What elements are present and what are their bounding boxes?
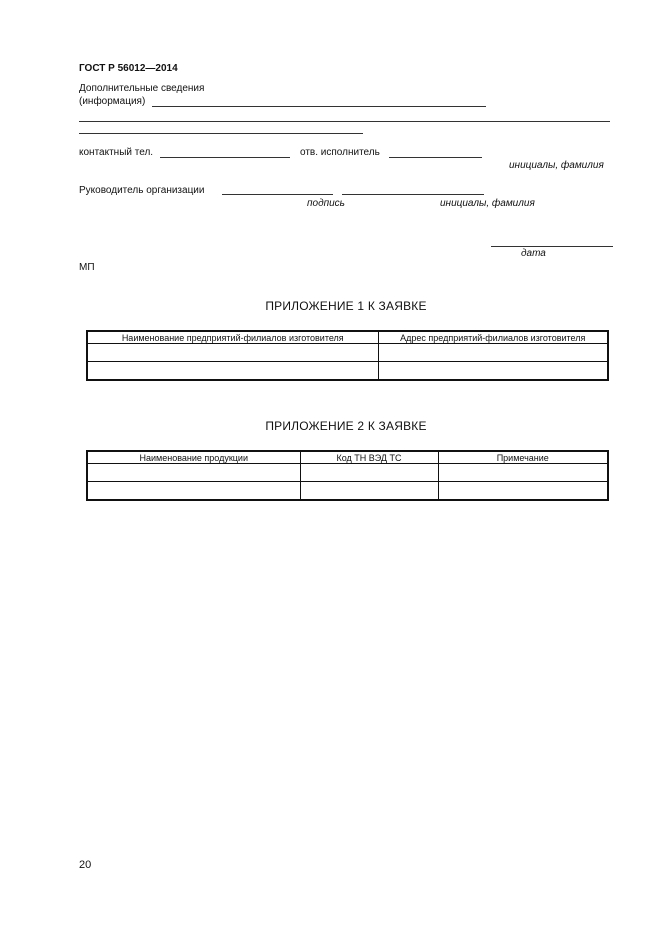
table-header-row bbox=[87, 331, 608, 344]
date-caption: дата bbox=[521, 248, 546, 259]
appendix1-table bbox=[86, 330, 609, 381]
info-fill-line-2 bbox=[79, 121, 610, 122]
stamp-label: МП bbox=[79, 262, 95, 273]
table-row bbox=[87, 362, 608, 381]
signature-caption: подпись bbox=[307, 198, 345, 209]
column-header: Наименование предприятий-филиалов изготовителя bbox=[87, 331, 378, 344]
appendix2-table bbox=[86, 450, 609, 501]
initials-surname-caption: инициалы, фамилия bbox=[509, 160, 604, 171]
table-cell[interactable] bbox=[438, 482, 608, 501]
table-row bbox=[87, 464, 608, 482]
table-cell[interactable] bbox=[300, 464, 438, 482]
table-cell[interactable] bbox=[378, 344, 608, 362]
table-header-row bbox=[87, 451, 608, 464]
additional-info-label: Дополнительные сведения bbox=[79, 83, 205, 94]
appendix1-title: ПРИЛОЖЕНИЕ 1 К ЗАЯВКЕ bbox=[265, 299, 427, 313]
head-of-org-label: Руководитель организации bbox=[79, 185, 205, 196]
contact-phone-label: контактный тел. bbox=[79, 147, 154, 158]
column-header: Наименование продукции bbox=[87, 451, 300, 464]
table-cell[interactable] bbox=[87, 344, 378, 362]
column-header: Адрес предприятий-филиалов изготовителя bbox=[378, 331, 608, 344]
initials-surname-caption-2: инициалы, фамилия bbox=[440, 198, 535, 209]
info-fill-line-3 bbox=[79, 133, 363, 134]
info-label: (информация) bbox=[79, 96, 146, 107]
standard-code: ГОСТ Р 56012—2014 bbox=[79, 63, 178, 74]
table-cell[interactable] bbox=[378, 362, 608, 381]
contact-phone-line bbox=[160, 157, 290, 158]
responsible-label: отв. исполнитель bbox=[300, 147, 380, 158]
table-cell[interactable] bbox=[87, 464, 300, 482]
signature-line bbox=[222, 194, 333, 195]
page-number: 20 bbox=[79, 859, 92, 871]
table-row bbox=[87, 344, 608, 362]
table-cell[interactable] bbox=[87, 362, 378, 381]
column-header: Примечание bbox=[438, 451, 608, 464]
column-header: Код ТН ВЭД ТС bbox=[300, 451, 438, 464]
table-row bbox=[87, 482, 608, 501]
table-cell[interactable] bbox=[87, 482, 300, 501]
initials-line bbox=[342, 194, 484, 195]
appendix2-title: ПРИЛОЖЕНИЕ 2 К ЗАЯВКЕ bbox=[265, 419, 427, 433]
table-cell[interactable] bbox=[300, 482, 438, 501]
responsible-line bbox=[389, 157, 482, 158]
info-fill-line bbox=[152, 106, 486, 107]
date-line bbox=[491, 246, 613, 247]
table-cell[interactable] bbox=[438, 464, 608, 482]
